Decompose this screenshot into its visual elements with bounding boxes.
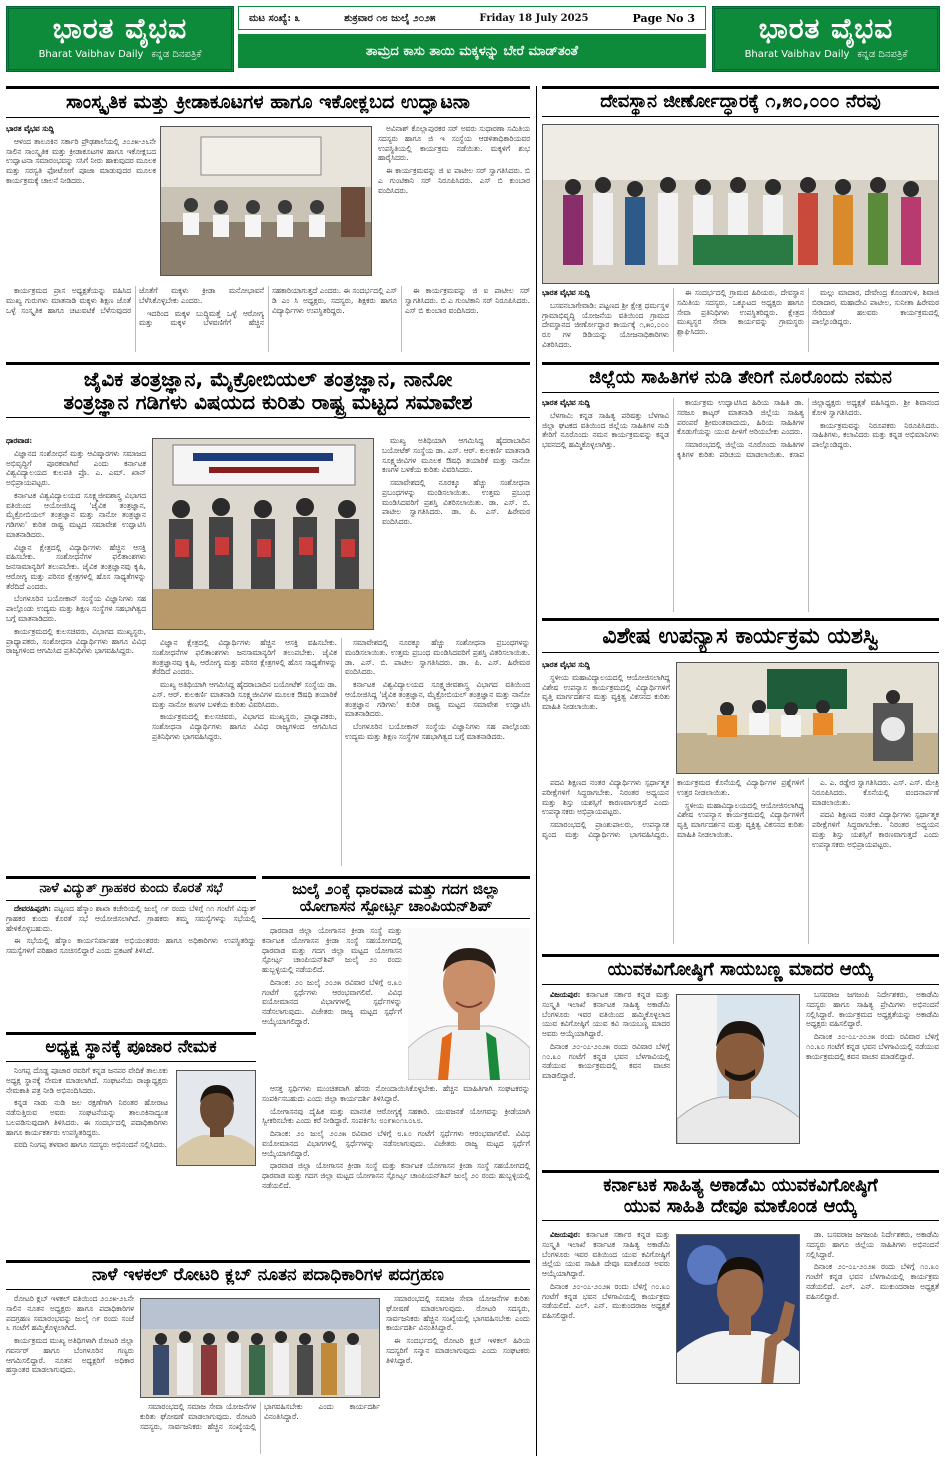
paragraph: ಕಾರ್ಯಕ್ರಮ ಉದ್ಘಾಟಿಸಿದ ಹಿರಿಯ ಸಾಹಿತಿ ಡಾ. ಸರಜೂ ಕಾಟ್ಕರ್ ಮಾತನಾಡಿ ಜಿಲ್ಲೆಯ ಸಾಹಿತ್ಯ ಪರಂಪರೆ ಶ್ರೀಮಂತವಾದುದು, ಹಿರಿಯ ಸಾಹಿತಿಗಳ ಕೊಡುಗೆಯನ್ನು ಯುವ ಪೀಳಿಗೆ ಅರಿಯಬೇಕು ಎಂದರು. bbox=[677, 398, 804, 437]
date-english: Friday 18 July 2025 bbox=[479, 12, 589, 24]
headline: ಜಿಲ್ಲೆಯ ಸಾಹಿತಿಗಳ ನುಡಿ ತೇರಿಗೆ ನೂರೊಂದು ನಮನ bbox=[542, 362, 939, 393]
page-number: Page No 3 bbox=[632, 11, 695, 25]
article-body-col1 bbox=[542, 1230, 670, 1452]
paragraph: ಕರ್ನಾಟಕ ಸರ್ಕಾರ ಕನ್ನಡ ಮತ್ತು ಸಂಸ್ಕೃತಿ ಇಲಾಖೆ ಕರ್ನಾಟಕ ಸಾಹಿತ್ಯ ಅಕಾಡೆಮಿ ಬೆಂಗಳೂರು ಇವರ ವತಿಯಿಂದ ಯುವ ಕವಿಗೋಷ್ಠಿಗೆ ಜಿಲ್ಲೆಯ ಯುವ ಸಾಹಿತಿ ದೇವೂ ಮಾಕೊಂಡ ಅವರು ಆಯ್ಕೆಯಾಗಿದ್ದಾರೆ. bbox=[542, 1230, 670, 1279]
masthead bbox=[0, 0, 945, 78]
paragraph: ಈ ಸಂದರ್ಭದಲ್ಲಿ ರೋಟರಿ ಕ್ಲಬ್ ಇಳಕಲ್ ಹಿರಿಯ ಸದಸ್ಯರಿಗೆ ಸನ್ಮಾನ ಮಾಡಲಾಗುವುದು ಎಂದು ಸಂಘಟಕರು ತಿಳಿಸಿದ್ದಾರೆ. bbox=[386, 1336, 530, 1365]
headline: ಸಾಂಸ್ಕೃತಿಕ ಮತ್ತು ಕ್ರೀಡಾಕೂಟಗಳ ಹಾಗೂ ಇಕೋಕ್ಲಬದ ಉದ್ಘಾಟನಾ bbox=[6, 86, 530, 118]
paragraph: ಕಾರ್ಯಕ್ರಮವನ್ನು ನಿರೂಪಕರು ನಿರೂಪಿಸಿದರು. ಸಾಹಿತಿಗಳು, ಕಲಾವಿದರು ಮತ್ತು ಕನ್ನಡ ಅಭಿಮಾನಿಗಳು ಪಾಲ್ಗೊಂಡಿದ್ದರು. bbox=[812, 420, 939, 450]
paragraph: ಈ ಕಾರ್ಯಕ್ರಮವನ್ನು ಜಿ ಐ ಪಾಟೀಲ ಸರ್ ಸ್ವಾಗತಿಸಿದರು. ಬಿ ಎ ಗುಂಟಿಕಾನಿ ಸರ್ ನಿರೂಪಿಸಿದರು. ಎಸ್ ಬಿ ಕುಂಬಾರ ವಂದಿಸಿದರು. bbox=[378, 166, 530, 195]
logo-title-kannada: ಭಾರತ ವೈಭವ bbox=[52, 12, 188, 45]
article-body-col3 bbox=[806, 1230, 939, 1452]
paragraph: ಕಾರ್ಯಕ್ರಮದಲ್ಲಿ ಕುಲಸಚಿವರು, ವಿಭಾಗದ ಮುಖ್ಯಸ್ಥರು, ಪ್ರಾಧ್ಯಾಪಕರು, ಸಂಶೋಧನಾ ವಿದ್ಯಾರ್ಥಿಗಳು ಹಾಗೂ ವಿವಿಧ ರಾಜ್ಯಗಳಿಂದ ಆಗಮಿಸಿದ ಪ್ರತಿನಿಧಿಗಳು ಭಾಗವಹಿಸಿದ್ದರು. bbox=[6, 626, 146, 656]
paragraph: ಬೆಳಗಾವಿ: ಕನ್ನಡ ಸಾಹಿತ್ಯ ಪರಿಷತ್ತು ಬೆಳಗಾವಿ ಜಿಲ್ಲಾ ಘಟಕದ ವತಿಯಿಂದ ಜಿಲ್ಲೆಯ ಸಾಹಿತಿಗಳ ನುಡಿ ತೇರಿಗೆ ನೂರೊಂದು ನಮನ ಕಾರ್ಯಕ್ರಮವನ್ನು ಕನ್ನಡ ಭವನದಲ್ಲಿ ಹಮ್ಮಿಕೊಳ್ಳಲಾಗಿತ್ತು. bbox=[542, 410, 669, 450]
portrait-photo bbox=[676, 994, 800, 1144]
paragraph: ಸಮಾರಂಭದಲ್ಲಿ ಜಿಲ್ಲೆಯ ನೂರೊಂದು ಸಾಹಿತಿಗಳ ಕೃತಿಗಳ ಕುರಿತು ಪರಿಚಯ ಮಾಡಲಾಯಿತು. ಕಸಾಪ ಜಿಲ್ಲಾಧ್ಯಕ್ಷರು ಅಧ್ಯಕ್ಷತೆ ವಹಿಸಿದ್ದರು. ಶ್ರೀ ಶಿವಾನಂದ ಕೋಳಿ ಸ್ವಾಗತಿಸಿದರು. bbox=[677, 398, 939, 459]
paragraph: ಮುಖ್ಯ ಅತಿಥಿಯಾಗಿ ಆಗಮಿಸಿದ್ದ ಹೈದರಾಬಾದಿನ ಬಯೋಟೆಕ್ ಸಂಸ್ಥೆಯ ಡಾ. ಎಸ್. ಆರ್. ಕುಲಕರ್ಣಿ ಮಾತನಾಡಿ ಸೂಕ್ಷ್ಮಜೀವಿಗಳ ಮೂಲಕ ಔಷಧಿ ತಯಾರಿಕೆ ಮತ್ತು ನಾನೋ ಕಣಗಳ ಬಳಕೆಯ ಕುರಿತು ವಿವರಿಸಿದರು. bbox=[382, 436, 530, 475]
logo-subtitle: ಕನ್ನಡ ದಿನಪತ್ರಿಕೆ bbox=[151, 49, 202, 60]
paragraph: ಆಳಂದ ತಾಲೂಕಿನ ಸರ್ಕಾರಿ ಪ್ರೌಢಶಾಲೆಯಲ್ಲಿ ೨೦೨೫-೨೬ನೇ ಸಾಲಿನ ಸಾಂಸ್ಕೃತಿಕ ಮತ್ತು ಕ್ರೀಡಾಕೂಟಗಳ ಹಾಗೂ ಇಕೋಕ್ಲಬದ ಉದ್ಘಾಟನಾ ಸಮಾರಂಭವನ್ನು ಸಸಿಗೆ ನೀರು ಹಾಕುವುದರ ಮೂಲಕ ಮತ್ತು ಸರಸ್ವತಿ ಫೋಟೋಗೆ ಪೂಜಾ ಮಾಡುವುದರ ಮೂಲಕ ಕಾರ್ಯಕ್ರಮಕ್ಕೆ ಚಾಲನೆ ನೀಡಿದರು. bbox=[6, 136, 156, 185]
article-body-col3 bbox=[806, 990, 939, 1160]
paragraph: ಯೋಗಾಸನವು ದೈಹಿಕ ಮತ್ತು ಮಾನಸಿಕ ಆರೋಗ್ಯಕ್ಕೆ ಸಹಕಾರಿ. ಯುವಜನತೆ ಯೋಗವನ್ನು ಕ್ರೀಡೆಯಾಗಿ ಸ್ವೀಕರಿಸಬೇಕು ಎಂದು ಕರೆ ನೀಡಿದ್ದಾರೆ. ಸಂಪರ್ಕಿಸಿ: ೮೦೯೫೦೧೬೦೬೮. bbox=[262, 1106, 530, 1126]
article-body bbox=[542, 398, 939, 612]
paragraph: ಸಮಾರಂಭದಲ್ಲಿ ಪ್ರಾಂಶುಪಾಲರು, ಉಪನ್ಯಾಸಕ ವೃಂದ ಮತ್ತು ವಿದ್ಯಾರ್ಥಿಗಳು ಭಾಗವಹಿಸಿದ್ದರು. ಕಾರ್ಯಕ್ರಮದ ಕೊನೆಯಲ್ಲಿ ವಿದ್ಯಾರ್ಥಿಗಳ ಪ್ರಶ್ನೆಗಳಿಗೆ ಉತ್ತರ ನೀಡಲಾಯಿತು. bbox=[542, 778, 804, 839]
headline-line-1: ಜೈವಿಕ ತಂತ್ರಜ್ಞಾನ, ಮೈಕ್ರೋಬಿಯಲ್ ತಂತ್ರಜ್ಞಾನ, ನಾನೋ bbox=[6, 362, 530, 391]
paragraph: ಪದವಿ ಶಿಕ್ಷಣದ ನಂತರ ವಿದ್ಯಾರ್ಥಿಗಳು ಸ್ಪರ್ಧಾತ್ಮಕ ಪರೀಕ್ಷೆಗಳಿಗೆ ಸಿದ್ಧರಾಗಬೇಕು. ನಿರಂತರ ಅಧ್ಯಯನ ಮತ್ತು ಶಿಸ್ತು ಯಶಸ್ಸಿಗೆ ಕಾರಣವಾಗುತ್ತದೆ ಎಂದು ಉಪನ್ಯಾಸಕರು ಅಭಿಪ್ರಾಯಪಟ್ಟರು. bbox=[542, 778, 669, 817]
paragraph: ಸ್ಥಳೀಯ ಮಹಾವಿದ್ಯಾಲಯದಲ್ಲಿ ಆಯೋಜಿಸಲಾಗಿದ್ದ ವಿಶೇಷ ಉಪನ್ಯಾಸ ಕಾರ್ಯಕ್ರಮದಲ್ಲಿ ವಿದ್ಯಾರ್ಥಿಗಳಿಗೆ ವೃತ್ತಿ ಮಾರ್ಗದರ್ಶನ ಮತ್ತು ವ್ಯಕ್ತಿತ್ವ ವಿಕಸನದ ಕುರಿತು ಮಾಹಿತಿ ನೀಡಲಾಯಿತು. bbox=[542, 672, 670, 712]
paragraph: ಕನ್ನಡ ನಾಡು ನುಡಿ ಜಲ ರಕ್ಷಣೆಗಾಗಿ ನಿರಂತರ ಹೋರಾಟ ನಡೆಸುತ್ತಿರುವ ಅವರು ಸಂಘಟನೆಯನ್ನು ತಾಲೂಕಿನಾದ್ಯಂತ ಬಲಪಡಿಸುವುದಾಗಿ ತಿಳಿಸಿದರು. ಈ ಸಂದರ್ಭದಲ್ಲಿ ಪದಾಧಿಕಾರಿಗಳು ಹಾಗೂ ಕಾರ್ಯಕರ್ತರು ಉಪಸ್ಥಿತರಿದ್ದರು. bbox=[6, 1098, 168, 1137]
article-body-lower bbox=[542, 778, 939, 944]
paragraph: ಎ. ಎ. ರಡ್ಡೇರ ಸ್ವಾಗತಿಸಿದರು. ಎಸ್. ಎಸ್. ಮೇತ್ರಿ ನಿರೂಪಿಸಿದರು. ಕೊನೆಯಲ್ಲಿ ವಂದನಾರ್ಪಣೆ ಮಾಡಲಾಯಿತು. bbox=[812, 778, 939, 807]
logo-subtitle: ಕನ್ನಡ ದಿನಪತ್ರಿಕೆ bbox=[857, 49, 908, 60]
event-photo bbox=[140, 1298, 380, 1398]
paragraph: ಸಮಾರಂಭದಲ್ಲಿ ಸಮಾಜ ಸೇವಾ ಯೋಜನೆಗಳ ಕುರಿತು ಘೋಷಣೆ ಮಾಡಲಾಗುವುದು. ರೋಟರಿ ಸದಸ್ಯರು, ಸಾರ್ವಜನಿಕರು ಹೆಚ್ಚಿನ ಸಂಖ್ಯೆಯಲ್ಲಿ ಭಾಗವಹಿಸಬೇಕು ಎಂದು ಕಾರ್ಯದರ್ಶಿ ವಿನಂತಿಸಿದ್ದಾರೆ. bbox=[140, 1402, 380, 1431]
portrait-photo bbox=[676, 1234, 800, 1384]
headline-line-2: ತಂತ್ರಜ್ಞಾನ ಗಡಿಗಳು ವಿಷಯದ ಕುರಿತು ರಾಷ್ಟ್ರ ಮಟ್ಟದ ಸಮಾವೇಶ bbox=[6, 391, 530, 418]
article-biotech bbox=[6, 362, 530, 870]
dateline: ಧಾರವಾಡ: bbox=[6, 436, 33, 445]
dateline: ವಿಜಯಪುರ: bbox=[550, 990, 581, 999]
newspaper-logo-right bbox=[712, 6, 940, 72]
paragraph: ಅವಿನಾಶ್ ಕೊಲ್ಲಾಪುರಕರ ಸರ್ ಅವರು ಸುಧಾರಣಾ ಸಮಿತಿಯ ಸದಸ್ಯರು ಹಾಗೂ ಜಿ ಇ ಸಂಸ್ಥೆಯ ಆಡಳಿತಾಧಿಕಾರಿಯವರ ಉಪಸ್ಥಿತಿಯಲ್ಲಿ ಕಾರ್ಯಕ್ರಮ ನಡೆಯಿತು. ಮಕ್ಕಳಿಗೆ ಶುಭ ಹಾರೈಸಿದರು. bbox=[378, 124, 530, 163]
headline-line-1: ಕರ್ನಾಟಕ ಸಾಹಿತ್ಯ ಅಕಾಡೆಮಿ ಯುವಕವಿಗೋಷ್ಠಿಗೆ bbox=[542, 1170, 939, 1197]
article-body-lower bbox=[152, 638, 530, 866]
paragraph: ಈ ಸಂದರ್ಭದಲ್ಲಿ ಗ್ರಾಮದ ಹಿರಿಯರು, ದೇವಸ್ಥಾನ ಸಮಿತಿಯ ಸದಸ್ಯರು, ಒಕ್ಕೂಟದ ಅಧ್ಯಕ್ಷರು ಹಾಗೂ ಸೇವಾ ಪ್ರತಿನಿಧಿಗಳು ಉಪಸ್ಥಿತರಿದ್ದರು. ಕ್ಷೇತ್ರದ ಮುಖ್ಯಸ್ಥರ ಸೇವಾ ಕಾರ್ಯವನ್ನು ಗ್ರಾಮಸ್ಥರು ಶ್ಲಾಘಿಸಿದರು. bbox=[677, 288, 804, 337]
headline: ನಾಳೆ ಇಳಕಲ್ ರೋಟರಿ ಕ್ಲಬ್ ನೂತನ ಪದಾಧಿಕಾರಿಗಳ ಪದಗ್ರಹಣ bbox=[6, 1260, 530, 1290]
paragraph: ಸಮಾವೇಶದಲ್ಲಿ ನೂರಕ್ಕೂ ಹೆಚ್ಚು ಸಂಶೋಧನಾ ಪ್ರಬಂಧಗಳನ್ನು ಮಂಡಿಸಲಾಯಿತು. ಉತ್ತಮ ಪ್ರಬಂಧ ಮಂಡಿಸಿದವರಿಗೆ ಪ್ರಶಸ್ತಿ ವಿತರಿಸಲಾಯಿತು. ಡಾ. ಎಸ್. ಬಿ. ಪಾಟೀಲ ಸ್ವಾಗತಿಸಿದರು. ಡಾ. ಪಿ. ಎಸ್. ಹಿರೇಮಠ ವಂದಿಸಿದರು. bbox=[382, 478, 530, 527]
paragraph: ದಿನಾಂಕ: ೨೦ ಜುಲೈ ೨೦೨೫ ರವಿವಾರ ಬೆಳಿಗ್ಗೆ ೮.೩೦ ಗಂಟೆಗೆ ಸ್ಪರ್ಧೆಗಳು ಆರಂಭವಾಗಲಿವೆ. ವಿವಿಧ ವಯೋಮಾನದ ವಿಭಾಗಗಳಲ್ಲಿ ಸ್ಪರ್ಧೆಗಳನ್ನು ನಡೆಸಲಾಗುವುದು. ವಿಜೇತರು ರಾಜ್ಯ ಮಟ್ಟದ ಸ್ಪರ್ಧೆಗೆ ಆಯ್ಕೆಯಾಗಲಿದ್ದಾರೆ. bbox=[262, 977, 402, 1026]
paragraph: ದಿನಾಂಕ ೨೦-೦೭-೨೦೨೫ ರಂದು ರವಿವಾರ ಬೆಳಿಗ್ಗೆ ೧೦.೩೦ ಗಂಟೆಗೆ ಕನ್ನಡ ಭವನ ಬೆಳಗಾವಿಯಲ್ಲಿ ನಡೆಯುವ ಕಾರ್ಯಕ್ರಮದಲ್ಲಿ ಕವನ ವಾಚನ ಮಾಡಲಿದ್ದಾರೆ. bbox=[542, 1041, 670, 1081]
dateline: ದೇವರಹಿಪ್ಪರಗಿ: bbox=[14, 904, 51, 913]
article-culture bbox=[6, 86, 530, 356]
paragraph: ಬಸವರಾಜ ಜಗಜಂಪಿ ನಿರ್ದೇಶಕರು, ಅಕಾಡೆಮಿ ಸದಸ್ಯರು ಹಾಗೂ ಸಾಹಿತ್ಯ ಪ್ರೇಮಿಗಳು ಅಭಿನಂದನೆ ಸಲ್ಲಿಸಿದ್ದಾರೆ. ಕಾರ್ಯಕ್ರಮದ ಅಧ್ಯಕ್ಷತೆಯನ್ನು ಅಕಾಡೆಮಿ ಅಧ್ಯಕ್ಷರು ವಹಿಸಲಿದ್ದಾರೆ. bbox=[806, 990, 939, 1029]
article-body bbox=[542, 288, 939, 352]
article-academy bbox=[542, 1170, 939, 1456]
date-kannada: ಶುಕ್ರವಾರ ೧೮ ಜುಲೈ ೨೦೨೫ bbox=[344, 12, 436, 24]
paragraph: ಕಾರ್ಯಕ್ರಮದಲ್ಲಿ ಕುಲಸಚಿವರು, ವಿಭಾಗದ ಮುಖ್ಯಸ್ಥರು, ಪ್ರಾಧ್ಯಾಪಕರು, ಸಂಶೋಧನಾ ವಿದ್ಯಾರ್ಥಿಗಳು ಹಾಗೂ ವಿವಿಧ ರಾಜ್ಯಗಳಿಂದ ಆಗಮಿಸಿದ ಪ್ರತಿನಿಧಿಗಳು ಭಾಗವಹಿಸಿದ್ದರು. bbox=[152, 712, 337, 741]
paragraph: ಈ ಸಭೆಯಲ್ಲಿ ಹೆಸ್ಕಾಂ ಕಾರ್ಯನಿರ್ವಾಹಕ ಅಭಿಯಂತರರು ಹಾಗೂ ಅಧಿಕಾರಿಗಳು ಉಪಸ್ಥಿತರಿದ್ದು ಸಮಸ್ಯೆಗಳಿಗೆ ಪರಿಹಾರ ಸೂಚಿಸಲಿದ್ದಾರೆ ಎಂದು ಪ್ರಕಟಣೆ ತಿಳಿಸಿದೆ. bbox=[6, 936, 256, 956]
headline-line-2: ಯೋಗಾಸನ ಸ್ಪೋರ್ಟ್ಸ ಚಾಂಪಿಯನ್‌ಶಿಪ್ bbox=[262, 898, 530, 918]
paragraph: ಬೆಂಗಳೂರಿನ ಬಯೋಕಾನ್ ಸಂಸ್ಥೆಯ ವಿಜ್ಞಾನಿಗಳು ಸಹ ಪಾಲ್ಗೊಂಡು ಉದ್ಯಮ ಮತ್ತು ಶಿಕ್ಷಣ ಸಂಸ್ಥೆಗಳ ಸಹಭಾಗಿತ್ವದ ಬಗ್ಗೆ ಮಾತನಾಡಿದರು. bbox=[6, 594, 146, 624]
article-body-col1 bbox=[262, 926, 402, 1080]
paragraph: ಕಾರ್ಯಕ್ರಮದ ಮುಖ್ಯ ಅತಿಥಿಗಳಾಗಿ ರೋಟರಿ ಜಿಲ್ಲಾ ಗವರ್ನರ್ ಹಾಗೂ ಬೆಂಗಳೂರಿನ ಗಣ್ಯರು ಆಗಮಿಸಲಿದ್ದಾರೆ. ನೂತನ ಅಧ್ಯಕ್ಷರಿಗೆ ಅಧಿಕಾರ ಹಸ್ತಾಂತರ ಮಾಡಲಾಗುವುದು. bbox=[6, 1336, 134, 1375]
paragraph: ರೋಟರಿ ಕ್ಲಬ್ ಇಳಕಲ್ ವತಿಯಿಂದ ೨೦೨೫-೨೬ನೇ ಸಾಲಿನ ನೂತನ ಅಧ್ಯಕ್ಷರು ಹಾಗೂ ಪದಾಧಿಕಾರಿಗಳ ಪದಗ್ರಹಣ ಸಮಾರಂಭವನ್ನು ಜುಲೈ ೧೯ ರಂದು ಸಂಜೆ ೬ ಗಂಟೆಗೆ ಹಮ್ಮಿಕೊಳ್ಳಲಾಗಿದೆ. bbox=[6, 1294, 134, 1333]
paragraph: ಕರ್ನಾಟಕ ವಿಶ್ವವಿದ್ಯಾಲಯದ ಸೂಕ್ಷ್ಮಜೀವಶಾಸ್ತ್ರ ವಿಭಾಗದ ವತಿಯಿಂದ ಆಯೋಜಿಸಿದ್ದ 'ಜೈವಿಕ ತಂತ್ರಜ್ಞಾನ, ಮೈಕ್ರೋಬಿಯಲ್ ತಂತ್ರಜ್ಞಾನ ಮತ್ತು ನಾನೋ ತಂತ್ರಜ್ಞಾನ ಗಡಿಗಳು' ಕುರಿತ ರಾಷ್ಟ್ರ ಮಟ್ಟದ ಸಮಾವೇಶ ಉದ್ಘಾಟಿಸಿ ಮಾತನಾಡಿದರು. bbox=[6, 490, 146, 539]
logo-title-kannada: ಭಾರತ ವೈಭವ bbox=[758, 12, 894, 45]
paragraph: ಸಮಾವೇಶದಲ್ಲಿ ನೂರಕ್ಕೂ ಹೆಚ್ಚು ಸಂಶೋಧನಾ ಪ್ರಬಂಧಗಳನ್ನು ಮಂಡಿಸಲಾಯಿತು. ಉತ್ತಮ ಪ್ರಬಂಧ ಮಂಡಿಸಿದವರಿಗೆ ಪ್ರಶಸ್ತಿ ವಿತರಿಸಲಾಯಿತು. ಡಾ. ಎಸ್. ಬಿ. ಪಾಟೀಲ ಸ್ವಾಗತಿಸಿದರು. ಡಾ. ಪಿ. ಎಸ್. ಹಿರೇಮಠ ವಂದಿಸಿದರು. bbox=[345, 638, 530, 677]
paragraph: ಆಸಕ್ತ ಸ್ಪರ್ಧಿಗಳು ಮುಂಚಿತವಾಗಿ ಹೆಸರು ನೋಂದಾಯಿಸಿಕೊಳ್ಳಬೇಕು. ಹೆಚ್ಚಿನ ಮಾಹಿತಿಗಾಗಿ ಸಂಘಟಕರನ್ನು ಸಂಪರ್ಕಿಸಬಹುದು ಎಂದು ಜಿಲ್ಲಾ ಕಾರ್ಯದರ್ಶಿ ತಿಳಿಸಿದ್ದಾರೆ. bbox=[262, 1084, 530, 1103]
article-body-col3 bbox=[386, 1294, 530, 1454]
column-divider bbox=[536, 86, 537, 1456]
article-power bbox=[6, 876, 256, 1026]
paragraph: ಪದವಿ ಶಿಕ್ಷಣದ ನಂತರ ವಿದ್ಯಾರ್ಥಿಗಳು ಸ್ಪರ್ಧಾತ್ಮಕ ಪರೀಕ್ಷೆಗಳಿಗೆ ಸಿದ್ಧರಾಗಬೇಕು. ನಿರಂತರ ಅಧ್ಯಯನ ಮತ್ತು ಶಿಸ್ತು ಯಶಸ್ಸಿಗೆ ಕಾರಣವಾಗುತ್ತದೆ ಎಂದು ಉಪನ್ಯಾಸಕರು ಅಭಿಪ್ರಾಯಪಟ್ಟರು. bbox=[812, 810, 939, 849]
logo-title-english: Bharat Vaibhav Daily bbox=[38, 49, 144, 60]
dateline: ಭಾರತ ವೈಭವ ಸುದ್ದಿ bbox=[6, 124, 54, 133]
headline: ದೇವಸ್ಥಾನ ಜೀರ್ಣೋದ್ಧಾರಕ್ಕೆ ೧,೫೦,೦೦೦ ನೆರವು bbox=[542, 86, 939, 117]
article-body-col1 bbox=[542, 660, 670, 772]
paragraph: ಇದರಿಂದ ಮಕ್ಕಳ ಬುದ್ಧಿಮತ್ತೆ ಒಳ್ಳೆ ಆರೋಗ್ಯ ಮತ್ತು ಮಕ್ಕಳ ಬೆಳವಣಿಗೆಗೆ ಹೆಚ್ಚಿನ ಸಹಕಾರಿಯಾಗುತ್ತದೆ ಎಂದರು. ಈ ಸಂದರ್ಭದಲ್ಲಿ ಎಸ್ ಡಿ ಎಂ ಸಿ ಅಧ್ಯಕ್ಷರು, ಸದಸ್ಯರು, ಶಿಕ್ಷಕರು ಹಾಗೂ ವಿದ್ಯಾರ್ಥಿಗಳು ಉಪಸ್ಥಿತರಿದ್ದರು. bbox=[139, 286, 397, 328]
article-body-col1 bbox=[542, 990, 670, 1160]
paragraph: ವಿಜ್ಞಾನ ಕ್ಷೇತ್ರದಲ್ಲಿ ವಿದ್ಯಾರ್ಥಿಗಳು ಹೆಚ್ಚಿನ ಆಸಕ್ತಿ ವಹಿಸಬೇಕು. ಸಂಶೋಧನೆಗಳ ಫಲಿತಾಂಶಗಳು ಜನಸಾಮಾನ್ಯರಿಗೆ ತಲುಪಬೇಕು. ಜೈವಿಕ ತಂತ್ರಜ್ಞಾನವು ಕೃಷಿ, ಆರೋಗ್ಯ ಮತ್ತು ಪರಿಸರ ಕ್ಷೇತ್ರಗಳಲ್ಲಿ ಹೊಸ ಸಾಧ್ಯತೆಗಳನ್ನು ತೆರೆದಿದೆ ಎಂದರು. bbox=[6, 542, 146, 591]
paragraph: ಈ ಕಾರ್ಯಕ್ರಮವನ್ನು ಜಿ ಐ ಪಾಟೀಲ ಸರ್ ಸ್ವಾಗತಿಸಿದರು. ಬಿ ಎ ಗುಂಟಿಕಾನಿ ಸರ್ ನಿರೂಪಿಸಿದರು. ಎಸ್ ಬಿ ಕುಂಬಾರ ವಂದಿಸಿದರು. bbox=[405, 286, 530, 315]
tagline: ತಾಮ್ರದ ಕಾಸು ತಾಯಿ ಮಕ್ಕಳನ್ನು ಬೇರೆ ಮಾಡ್‌ತಂತೆ bbox=[238, 34, 706, 68]
paragraph: ಧಾರವಾಡ ಜಿಲ್ಲಾ ಯೋಗಾಸನ ಕ್ರೀಡಾ ಸಂಸ್ಥೆ ಮತ್ತು ಕರ್ನಾಟಕ ಯೋಗಾಸನ ಕ್ರೀಡಾ ಸಂಸ್ಥೆ ಸಹಯೋಗದಲ್ಲಿ ಧಾರವಾಡ ಮತ್ತು ಗದಗ ಜಿಲ್ಲಾ ಮಟ್ಟದ ಯೋಗಾಸನ ಸ್ಪೋರ್ಟ್ಸ ಚಾಂಪಿಯನ್‌ಶಿಪ್ ಜುಲೈ ೨೦ ರಂದು ಹುಬ್ಬಳ್ಳಿಯಲ್ಲಿ ನಡೆಯಲಿದೆ. bbox=[262, 1161, 530, 1190]
paragraph: ಬೆಂಗಳೂರಿನ ಬಯೋಕಾನ್ ಸಂಸ್ಥೆಯ ವಿಜ್ಞಾನಿಗಳು ಸಹ ಪಾಲ್ಗೊಂಡು ಉದ್ಯಮ ಮತ್ತು ಶಿಕ್ಷಣ ಸಂಸ್ಥೆಗಳ ಸಹಭಾಗಿತ್ವದ ಬಗ್ಗೆ ಮಾತನಾಡಿದರು. bbox=[345, 722, 530, 741]
article-writers bbox=[542, 362, 939, 614]
article-body-col1 bbox=[6, 1294, 134, 1454]
dateline: ಭಾರತ ವೈಭವ ಸುದ್ದಿ bbox=[542, 288, 590, 297]
article-body-col3 bbox=[382, 436, 530, 632]
paragraph: ಮುಖ್ಯ ಅತಿಥಿಯಾಗಿ ಆಗಮಿಸಿದ್ದ ಹೈದರಾಬಾದಿನ ಬಯೋಟೆಕ್ ಸಂಸ್ಥೆಯ ಡಾ. ಎಸ್. ಆರ್. ಕುಲಕರ್ಣಿ ಮಾತನಾಡಿ ಸೂಕ್ಷ್ಮಜೀವಿಗಳ ಮೂಲಕ ಔಷಧಿ ತಯಾರಿಕೆ ಮತ್ತು ನಾನೋ ಕಣಗಳ ಬಳಕೆಯ ಕುರಿತು ವಿವರಿಸಿದರು. bbox=[152, 680, 337, 709]
headline-line-1: ಜುಲೈ ೨೦ಕ್ಕೆ ಧಾರವಾಡ ಮತ್ತು ಗದಗ ಜಿಲ್ಲಾ bbox=[262, 876, 530, 898]
article-lecture bbox=[542, 618, 939, 948]
paragraph: ವರದಿ ನಿಂಗಪ್ಪ ತಳವಾರ ಹಾಗೂ ಸದಸ್ಯರು ಅಭಿನಂದನೆ ಸಲ್ಲಿಸಿದರು. bbox=[14, 1140, 167, 1150]
event-photo bbox=[676, 662, 939, 774]
article-body bbox=[6, 904, 256, 1022]
paragraph: ಕರ್ನಾಟಕ ಸರ್ಕಾರ ಕನ್ನಡ ಮತ್ತು ಸಂಸ್ಕೃತಿ ಇಲಾಖೆ ಕರ್ನಾಟಕ ಸಾಹಿತ್ಯ ಅಕಾಡೆಮಿ ಬೆಂಗಳೂರು ಇವರ ವತಿಯಿಂದ ಹಮ್ಮಿಕೊಳ್ಳಲಾದ ಯುವ ಕವಿಗೋಷ್ಠಿಗೆ ಯುವ ಕವಿ ಸಾಯಬಣ್ಣ ಮಾದರ ಅವರು ಆಯ್ಕೆಯಾಗಿದ್ದಾರೆ. bbox=[542, 990, 670, 1039]
article-body-col1 bbox=[6, 124, 156, 282]
headline: ನಾಳೆ ವಿದ್ಯುತ್ ಗ್ರಾಹಕರ ಕುಂದು ಕೊರತೆ ಸಭೆ bbox=[6, 876, 256, 901]
article-youthpoet bbox=[542, 954, 939, 1164]
article-body-col2 bbox=[378, 124, 530, 282]
issue-number: ಮಟ ಸಂಖ್ಯೆ: ೩ bbox=[249, 12, 301, 24]
article-body bbox=[6, 1066, 168, 1250]
logo-title-english: Bharat Vaibhav Daily bbox=[744, 49, 850, 60]
paragraph: ಬಸವನಬಾಗೇವಾಡಿ: ಪಟ್ಟಣದ ಶ್ರೀ ಕ್ಷೇತ್ರ ಧರ್ಮಸ್ಥಳ ಗ್ರಾಮಾಭಿವೃದ್ಧಿ ಯೋಜನೆಯ ವತಿಯಿಂದ ಗ್ರಾಮದ ದೇವಸ್ಥಾನದ ಜೀರ್ಣೋದ್ಧಾರ ಕಾರ್ಯಕ್ಕೆ ೧,೫೦,೦೦೦ ರೂ ಗಳ ಡಿಡಿಯನ್ನು ಯೋಜನಾಧಿಕಾರಿಗಳು ವಿತರಿಸಿದರು. bbox=[542, 300, 669, 349]
article-body-under-photo bbox=[140, 1402, 380, 1454]
article-pujar bbox=[6, 1032, 256, 1254]
paragraph: ವಿಜ್ಞಾನದ ಸಂಶೋಧನೆ ಮತ್ತು ಆವಿಷ್ಕಾರಗಳು ಸಮಾಜದ ಅಭಿವೃದ್ಧಿಗೆ ಪೂರಕವಾಗಿವೆ ಎಂದು ಕರ್ನಾಟಕ ವಿಶ್ವವಿದ್ಯಾಲಯದ ಕುಲಪತಿ ಪ್ರೊ. ಎ. ಎಮ್. ಖಾನ್ ಅಭಿಪ್ರಾಯಪಟ್ಟರು. bbox=[6, 448, 146, 488]
newspaper-logo bbox=[6, 6, 234, 72]
article-yoga bbox=[262, 876, 530, 1254]
dateline: ಭಾರತ ವೈಭವ ಸುದ್ದಿ bbox=[542, 660, 590, 669]
paragraph: ವಿಜ್ಞಾನ ಕ್ಷೇತ್ರದಲ್ಲಿ ವಿದ್ಯಾರ್ಥಿಗಳು ಹೆಚ್ಚಿನ ಆಸಕ್ತಿ ವಹಿಸಬೇಕು. ಸಂಶೋಧನೆಗಳ ಫಲಿತಾಂಶಗಳು ಜನಸಾಮಾನ್ಯರಿಗೆ ತಲುಪಬೇಕು. ಜೈವಿಕ ತಂತ್ರಜ್ಞಾನವು ಕೃಷಿ, ಆರೋಗ್ಯ ಮತ್ತು ಪರಿಸರ ಕ್ಷೇತ್ರಗಳಲ್ಲಿ ಹೊಸ ಸಾಧ್ಯತೆಗಳನ್ನು ತೆರೆದಿದೆ ಎಂದರು. bbox=[152, 638, 337, 677]
paragraph: ನಿಂಗಪ್ಪ ದೊಡ್ಡ ಪೂಜಾರ ರವರಿಗೆ ಕನ್ನಡ ಜನಪರ ವೇದಿಕೆ ತಾಲೂಕು ಅಧ್ಯಕ್ಷ ಸ್ಥಾನಕ್ಕೆ ನೇಮಕ ಮಾಡಲಾಗಿದೆ. ಸಂಘಟನೆಯ ರಾಜ್ಯಾಧ್ಯಕ್ಷರು ನೇಮಕಾತಿ ಪತ್ರ ನೀಡಿ ಅಭಿನಂದಿಸಿದರು. bbox=[6, 1066, 168, 1095]
article-temple bbox=[542, 86, 939, 356]
paragraph: ಸ್ಥಳೀಯ ಮಹಾವಿದ್ಯಾಲಯದಲ್ಲಿ ಆಯೋಜಿಸಲಾಗಿದ್ದ ವಿಶೇಷ ಉಪನ್ಯಾಸ ಕಾರ್ಯಕ್ರಮದಲ್ಲಿ ವಿದ್ಯಾರ್ಥಿಗಳಿಗೆ ವೃತ್ತಿ ಮಾರ್ಗದರ್ಶನ ಮತ್ತು ವ್ಯಕ್ತಿತ್ವ ವಿಕಸನದ ಕುರಿತು ಮಾಹಿತಿ ನೀಡಲಾಯಿತು. bbox=[677, 800, 804, 839]
headline-line-2: ಯುವ ಸಾಹಿತಿ ದೇವೂ ಮಾಕೊಂಡ ಆಯ್ಕೆ bbox=[542, 1197, 939, 1222]
event-photo bbox=[160, 126, 372, 276]
article-rotary bbox=[6, 1260, 530, 1456]
article-body-col1 bbox=[6, 436, 146, 866]
paragraph: ಪಟ್ಟಣದ ಹೆಸ್ಕಾಂ ಶಾಖಾ ಕಚೇರಿಯಲ್ಲಿ ಜುಲೈ ೧೯ ರಂದು ಬೆಳಿಗ್ಗೆ ೧೧ ಗಂಟೆಗೆ ವಿದ್ಯುತ್ ಗ್ರಾಹಕರ ಕುಂದು ಕೊರತೆ ಸಭೆ ಆಯೋಜಿಸಲಾಗಿದೆ. ಗ್ರಾಹಕರು ತಮ್ಮ ಸಮಸ್ಯೆಗಳನ್ನು ಸಭೆಯಲ್ಲಿ ಹೇಳಿಕೊಳ್ಳಬಹುದು. bbox=[6, 904, 256, 933]
dateline: ವಿಜಯಪುರ: bbox=[550, 1230, 581, 1239]
paragraph: ಸಮಾರಂಭದಲ್ಲಿ ಸಮಾಜ ಸೇವಾ ಯೋಜನೆಗಳ ಕುರಿತು ಘೋಷಣೆ ಮಾಡಲಾಗುವುದು. ರೋಟರಿ ಸದಸ್ಯರು, ಸಾರ್ವಜನಿಕರು ಹೆಚ್ಚಿನ ಸಂಖ್ಯೆಯಲ್ಲಿ ಭಾಗವಹಿಸಬೇಕು ಎಂದು ಕಾರ್ಯದರ್ಶಿ ವಿನಂತಿಸಿದ್ದಾರೆ. bbox=[386, 1294, 530, 1333]
paragraph: ಕರ್ನಾಟಕ ವಿಶ್ವವಿದ್ಯಾಲಯದ ಸೂಕ್ಷ್ಮಜೀವಶಾಸ್ತ್ರ ವಿಭಾಗದ ವತಿಯಿಂದ ಆಯೋಜಿಸಿದ್ದ 'ಜೈವಿಕ ತಂತ್ರಜ್ಞಾನ, ಮೈಕ್ರೋಬಿಯಲ್ ತಂತ್ರಜ್ಞಾನ ಮತ್ತು ನಾನೋ ತಂತ್ರಜ್ಞಾನ ಗಡಿಗಳು' ಕುರಿತ ರಾಷ್ಟ್ರ ಮಟ್ಟದ ಸಮಾವೇಶ ಉದ್ಘಾಟಿಸಿ ಮಾತನಾಡಿದರು. bbox=[345, 680, 530, 719]
paragraph: ದಿನಾಂಕ ೨೦-೦೭-೨೦೨೫ ರಂದು ಬೆಳಿಗ್ಗೆ ೧೦.೩೦ ಗಂಟೆಗೆ ಕನ್ನಡ ಭವನ ಬೆಳಗಾವಿಯಲ್ಲಿ ಕಾರ್ಯಕ್ರಮ ನಡೆಯಲಿದೆ. ಎಲ್. ಎನ್. ಮುಕುಂದರಾಜ ಅಧ್ಯಕ್ಷತೆ ವಹಿಸಲಿದ್ದಾರೆ. bbox=[806, 1262, 939, 1301]
headline: ವಿಶೇಷ ಉಪನ್ಯಾಸ ಕಾರ್ಯಕ್ರಮ ಯಶಸ್ವಿ bbox=[542, 618, 939, 653]
paragraph: ಕಾರ್ಯಕ್ರಮದ ಪ್ರಾಸ ಅಧ್ಯಕ್ಷತೆಯನ್ನು ವಹಿಸಿದ ಮುಖ್ಯ ಗುರುಗಳು ಮಾತನಾಡಿ ಮಕ್ಕಳು ಶಿಕ್ಷಣ ಜೊತೆ ಒಳ್ಳೆ ಸಂಸ್ಕೃತಿಕ ಹಾಗೂ ಚಟುವಟಿಕೆ ಬೆಳೆಸುವುದರ ಜೊತೆಗೆ ಮಕ್ಕಳು ಕ್ರೀಡಾ ಮನೋಭಾವನೆ ಬೆಳೆಸಿಕೊಳ್ಳಬೇಕು ಎಂದರು. bbox=[6, 286, 264, 315]
dateline: ಭಾರತ ವೈಭವ ಸುದ್ದಿ bbox=[542, 398, 590, 407]
article-body-lower bbox=[262, 1084, 530, 1250]
issue-info-bar bbox=[238, 6, 706, 68]
paragraph: ದಿನಾಂಕ: ೨೦ ಜುಲೈ ೨೦೨೫ ರವಿವಾರ ಬೆಳಿಗ್ಗೆ ೮.೩೦ ಗಂಟೆಗೆ ಸ್ಪರ್ಧೆಗಳು ಆರಂಭವಾಗಲಿವೆ. ವಿವಿಧ ವಯೋಮಾನದ ವಿಭಾಗಗಳಲ್ಲಿ ಸ್ಪರ್ಧೆಗಳನ್ನು ನಡೆಸಲಾಗುವುದು. ವಿಜೇತರು ರಾಜ್ಯ ಮಟ್ಟದ ಸ್ಪರ್ಧೆಗೆ ಆಯ್ಕೆಯಾಗಲಿದ್ದಾರೆ. bbox=[262, 1129, 530, 1158]
paragraph: ಮಲ್ಲು ಮಾದಾರ, ದೇವೇಂದ್ರ ಕೊಂಡಗುಳಿ, ಶಿವಾಜಿ ಬಿರಾದಾರ, ಮಹಾದೇವಿ ಪಾಟೀಲ, ಸುನೀತಾ ಹಿರೇಮಠ ಸೇರಿದಂತೆ ಹಲವರು ಕಾರ್ಯಕ್ರಮದಲ್ಲಿ ಪಾಲ್ಗೊಂಡಿದ್ದರು. bbox=[812, 288, 939, 327]
paragraph: ದಿನಾಂಕ ೨೦-೦೭-೨೦೨೫ ರಂದು ಬೆಳಿಗ್ಗೆ ೧೦.೩೦ ಗಂಟೆಗೆ ಕನ್ನಡ ಭವನ ಬೆಳಗಾವಿಯಲ್ಲಿ ಕಾರ್ಯಕ್ರಮ ನಡೆಯಲಿದೆ. ಎಲ್. ಎನ್. ಮುಕುಂದರಾಜ ಅಧ್ಯಕ್ಷತೆ ವಹಿಸಲಿದ್ದಾರೆ. bbox=[542, 1281, 670, 1321]
paragraph: ಡಾ. ಬಸವರಾಜ ಜಗಜಂಪಿ ನಿರ್ದೇಶಕರು, ಅಕಾಡೆಮಿ ಸದಸ್ಯರು ಹಾಗೂ ಜಿಲ್ಲೆಯ ಸಾಹಿತಿಗಳು ಅಭಿನಂದನೆ ಸಲ್ಲಿಸಿದ್ದಾರೆ. bbox=[806, 1230, 939, 1259]
event-photo bbox=[152, 438, 374, 630]
paragraph: ಧಾರವಾಡ ಜಿಲ್ಲಾ ಯೋಗಾಸನ ಕ್ರೀಡಾ ಸಂಸ್ಥೆ ಮತ್ತು ಕರ್ನಾಟಕ ಯೋಗಾಸನ ಕ್ರೀಡಾ ಸಂಸ್ಥೆ ಸಹಯೋಗದಲ್ಲಿ ಧಾರವಾಡ ಮತ್ತು ಗದಗ ಜಿಲ್ಲಾ ಮಟ್ಟದ ಯೋಗಾಸನ ಸ್ಪೋರ್ಟ್ಸ ಚಾಂಪಿಯನ್‌ಶಿಪ್ ಜುಲೈ ೨೦ ರಂದು ಹುಬ್ಬಳ್ಳಿಯಲ್ಲಿ ನಡೆಯಲಿದೆ. bbox=[262, 926, 402, 975]
headline: ಯುವಕವಿಗೋಷ್ಠಿಗೆ ಸಾಯಬಣ್ಣ ಮಾದರ ಆಯ್ಕೆ bbox=[542, 954, 939, 985]
paragraph: ದಿನಾಂಕ ೨೦-೦೭-೨೦೨೫ ರಂದು ರವಿವಾರ ಬೆಳಿಗ್ಗೆ ೧೦.೩೦ ಗಂಟೆಗೆ ಕನ್ನಡ ಭವನ ಬೆಳಗಾವಿಯಲ್ಲಿ ನಡೆಯುವ ಕಾರ್ಯಕ್ರಮದಲ್ಲಿ ಕವನ ವಾಚನ ಮಾಡಲಿದ್ದಾರೆ. bbox=[806, 1032, 939, 1061]
headline: ಅಧ್ಯಕ್ಷ ಸ್ಥಾನಕ್ಕೆ ಪೂಜಾರ ನೇಮಕ bbox=[6, 1032, 256, 1062]
event-photo bbox=[542, 124, 939, 284]
article-body-lower bbox=[6, 286, 530, 352]
portrait-photo bbox=[176, 1070, 256, 1166]
portrait-photo bbox=[408, 928, 530, 1080]
